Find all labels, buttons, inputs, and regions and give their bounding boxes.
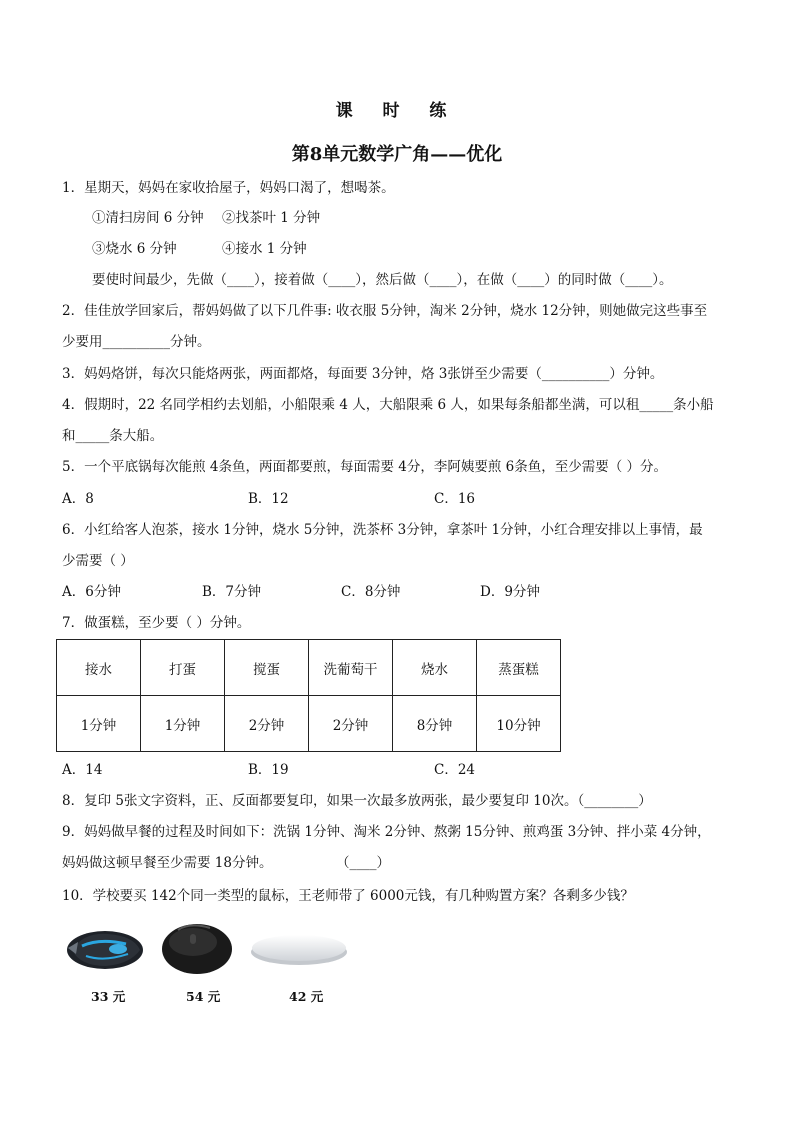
q1-option-2: ②找茶叶 1 分钟 — [222, 210, 321, 226]
price-label-2: 54 元 — [186, 989, 221, 1004]
unit-subtitle: 第8单元数学广角——优化 — [291, 144, 503, 165]
table-cell-duration: 10分钟 — [477, 696, 561, 752]
q4-line-2: 和_____条大船。 — [62, 428, 164, 444]
table-cell-step: 烧水 — [393, 640, 477, 696]
q1-stem: 1．星期天，妈妈在家收拾屋子，妈妈口渴了，想喝茶。 — [62, 180, 395, 196]
table-row-headers — [57, 640, 561, 696]
price-label-3: 42 元 — [289, 989, 324, 1004]
q8-line-1: 8．复印 5张文字资料，正、反面都要复印，如果一次最多放两张，最少要复印 10次。（________） — [62, 793, 652, 809]
q10-line-1: 10．学校要买 142个同一类型的鼠标，王老师带了 6000元钱，有几种购置方案？各剩多少钱？ — [62, 888, 634, 904]
q7-option-b: B．19 — [248, 762, 289, 778]
white-mouse-image — [248, 930, 350, 968]
q9-line-2: 妈妈做这顿早餐至少需要 18分钟。 — [62, 855, 273, 871]
table-cell-duration: 8分钟 — [393, 696, 477, 752]
table-row-durations — [57, 696, 561, 752]
q1-option-1: ①清扫房间 6 分钟 — [92, 210, 204, 226]
table-cell-duration: 2分钟 — [309, 696, 393, 752]
q1-option-4: ④接水 1 分钟 — [222, 241, 307, 257]
q5-line-1: 5．一个平底锅每次能煎 4条鱼，两面都要煎，每面需要 4分，李阿姨要煎 6条鱼，至少需要（ ）分。 — [62, 459, 668, 475]
q1-question: 要使时间最少，先做（____），接着做（____），然后做（____），在做（____）的同时做（____）。 — [92, 272, 673, 288]
q3-line-1: 3．妈妈烙饼，每次只能烙两张，两面都烙，每面要 3分钟，烙 3张饼至少需要（__________）分钟。 — [62, 366, 664, 382]
price-label-1: 33 元 — [91, 989, 126, 1004]
table-cell-duration: 1分钟 — [57, 696, 141, 752]
q7-steps-table — [56, 639, 561, 752]
q9-line-1: 9．妈妈做早餐的过程及时间如下：洗锅 1分钟、淘米 2分钟、熬粥 15分钟、煎鸡蛋 3分钟、拌小菜 4分钟， — [62, 824, 711, 840]
q7-line-1: 7．做蛋糕，至少要（ ）分钟。 — [62, 615, 251, 631]
table-cell-step: 搅蛋 — [225, 640, 309, 696]
q6-option-a: A．6分钟 — [62, 584, 121, 600]
table-cell-step: 蒸蛋糕 — [477, 640, 561, 696]
page-title: 课 时 练 — [335, 101, 459, 121]
q5-option-c: C．16 — [434, 491, 476, 507]
q2-line-1: 2．佳佳放学回家后，帮妈妈做了以下几件事: 收衣服 5分钟，淘米 2分钟，烧水 12分钟，则她做完这些事至 — [62, 303, 708, 319]
q1-option-3: ③烧水 6 分钟 — [92, 241, 177, 257]
table-cell-duration: 1分钟 — [141, 696, 225, 752]
table-cell-step: 接水 — [57, 640, 141, 696]
q4-line-1: 4．假期时，22 名同学相约去划船，小船限乘 4 人，大船限乘 6 人，如果每条船都坐满，可以租_____条小船 — [62, 397, 714, 413]
table-cell-step: 洗葡萄干 — [309, 640, 393, 696]
gaming-mouse-image — [64, 924, 146, 974]
q6-line-2: 少需要（ ） — [62, 553, 134, 569]
q6-option-d: D．9分钟 — [480, 584, 540, 600]
q5-option-b: B．12 — [248, 491, 289, 507]
q9-answer-blank: （____） — [336, 855, 390, 871]
table-cell-step: 打蛋 — [141, 640, 225, 696]
q5-option-a: A．8 — [62, 491, 94, 507]
q7-option-a: A．14 — [62, 762, 103, 778]
table-cell-duration: 2分钟 — [225, 696, 309, 752]
q6-option-c: C．8分钟 — [341, 584, 401, 600]
q7-option-c: C．24 — [434, 762, 476, 778]
q6-option-b: B．7分钟 — [202, 584, 262, 600]
black-mouse-image — [160, 920, 234, 976]
q6-line-1: 6．小红给客人泡茶，接水 1分钟，烧水 5分钟，洗茶杯 3分钟，拿茶叶 1分钟，小红合理安排以上事情，最 — [62, 522, 703, 538]
q2-line-2: 少要用__________分钟。 — [62, 334, 211, 350]
